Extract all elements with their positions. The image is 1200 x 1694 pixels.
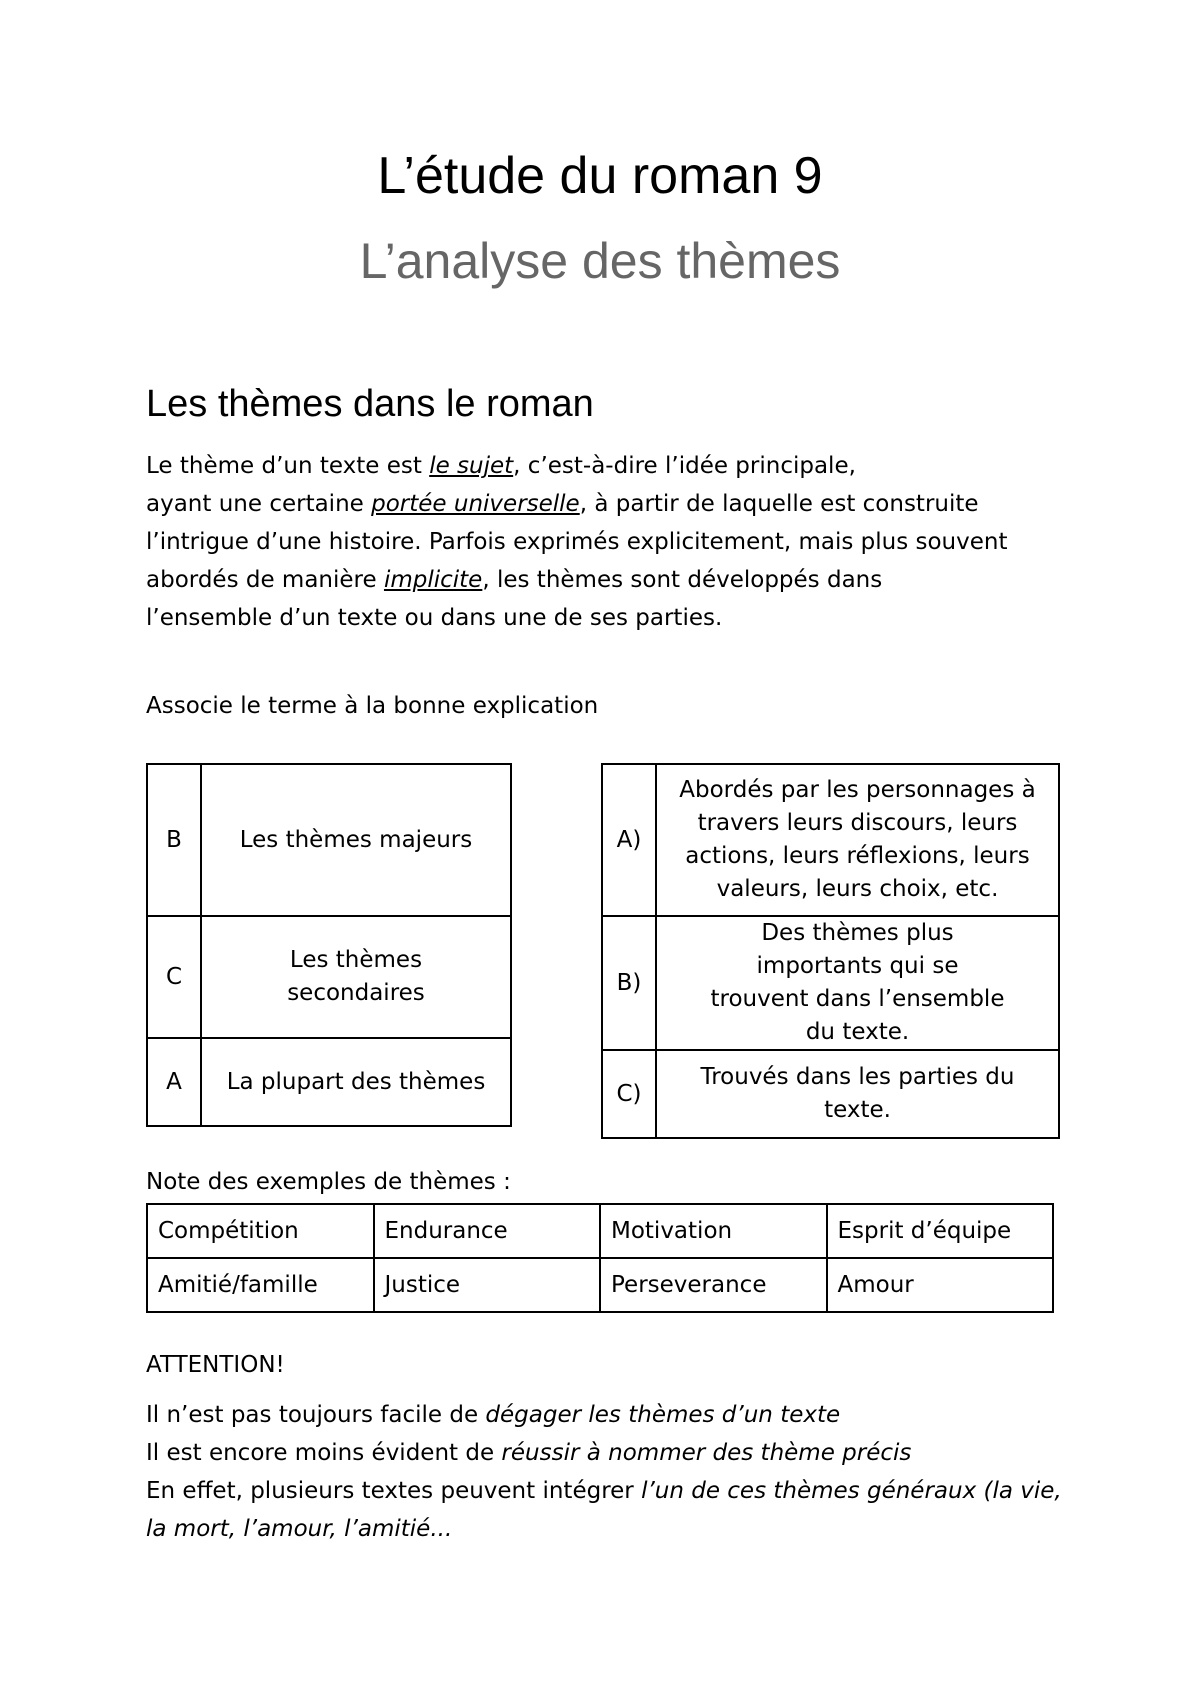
- attention-text: En effet, plusieurs textes peuvent intégrer: [146, 1478, 642, 1504]
- examples-table: [146, 1203, 1054, 1313]
- answer-cell[interactable]: A: [147, 1038, 201, 1126]
- table-row: [602, 764, 1059, 916]
- intro-text: ayant une certaine: [146, 491, 372, 517]
- section-heading: Les thèmes dans le roman: [146, 383, 594, 425]
- explanation-text: Trouvés dans les parties du texte.: [700, 1064, 1015, 1123]
- examples-label: Note des exemples de thèmes :: [146, 1169, 511, 1195]
- attention-paragraph: [146, 1396, 1066, 1548]
- example-cell: Esprit d’équipe: [827, 1204, 1054, 1258]
- matching-instruction: Associe le terme à la bonne explication: [146, 693, 599, 719]
- intro-text: abordés de manière: [146, 567, 384, 593]
- intro-text: , c’est-à-dire l’idée principale,: [513, 453, 856, 479]
- explanation-cell: Abordés par les personnages à travers leurs discours, leurs actions, leurs réflexions, leurs valeurs, leurs choix, etc.: [656, 764, 1059, 916]
- example-cell: Motivation: [600, 1204, 827, 1258]
- term-text: Les thèmes secondaires: [287, 947, 425, 1006]
- explanation-cell: [656, 916, 1059, 1050]
- example-cell: Perseverance: [600, 1258, 827, 1312]
- attention-label: ATTENTION!: [146, 1352, 285, 1378]
- answer-cell[interactable]: B: [147, 764, 201, 916]
- table-row: [147, 916, 511, 1038]
- term-cell: La plupart des thèmes: [201, 1038, 511, 1126]
- example-cell: Endurance: [374, 1204, 601, 1258]
- intro-keyword-implicite: implicite: [383, 567, 483, 593]
- table-row: [602, 1050, 1059, 1138]
- explanations-table: [601, 763, 1060, 1139]
- attention-text: Il n’est pas toujours facile de: [146, 1402, 486, 1428]
- intro-keyword-sujet: le sujet: [429, 453, 514, 479]
- explanation-cell: [656, 1050, 1059, 1138]
- explanation-key: B): [602, 916, 656, 1050]
- intro-paragraph: [146, 447, 1066, 637]
- intro-keyword-portee: portée universelle: [371, 491, 580, 517]
- example-cell: Compétition: [147, 1204, 374, 1258]
- table-row: [602, 916, 1059, 1050]
- table-row: [147, 1204, 1053, 1258]
- intro-text: Le thème d’un texte est: [146, 453, 430, 479]
- intro-text: l’intrigue d’une histoire. Parfois exprimés explicitement, mais plus souvent: [146, 529, 1008, 555]
- intro-text: l’ensemble d’un texte ou dans une de ses parties.: [146, 605, 723, 631]
- attention-emphasis: l’un de ces thèmes généraux (la vie, la mort, l’amour, l’amitié...: [146, 1478, 1062, 1542]
- term-cell: Les thèmes majeurs: [201, 764, 511, 916]
- table-row: [147, 1258, 1053, 1312]
- attention-emphasis: dégager les thèmes d’un texte: [485, 1402, 841, 1428]
- intro-text: , à partir de laquelle est construite: [579, 491, 979, 517]
- attention-text: Il est encore moins évident de: [146, 1440, 502, 1466]
- page-title: L’étude du roman 9: [377, 147, 823, 205]
- table-row: [147, 1038, 511, 1126]
- example-cell: Amitié/famille: [147, 1258, 374, 1312]
- answer-cell[interactable]: C: [147, 916, 201, 1038]
- table-row: [147, 764, 511, 916]
- intro-text: , les thèmes sont développés dans: [482, 567, 883, 593]
- example-cell: Justice: [374, 1258, 601, 1312]
- example-cell: Amour: [827, 1258, 1054, 1312]
- terms-table: [146, 763, 512, 1127]
- explanation-key: C): [602, 1050, 656, 1138]
- attention-emphasis: réussir à nommer des thème précis: [501, 1440, 912, 1466]
- term-cell: [201, 916, 511, 1038]
- page-subtitle: L’analyse des thèmes: [359, 233, 841, 289]
- explanation-text: Des thèmes plus importants qui se trouvent dans l’ensemble du texte.: [710, 920, 1005, 1045]
- explanation-key: A): [602, 764, 656, 916]
